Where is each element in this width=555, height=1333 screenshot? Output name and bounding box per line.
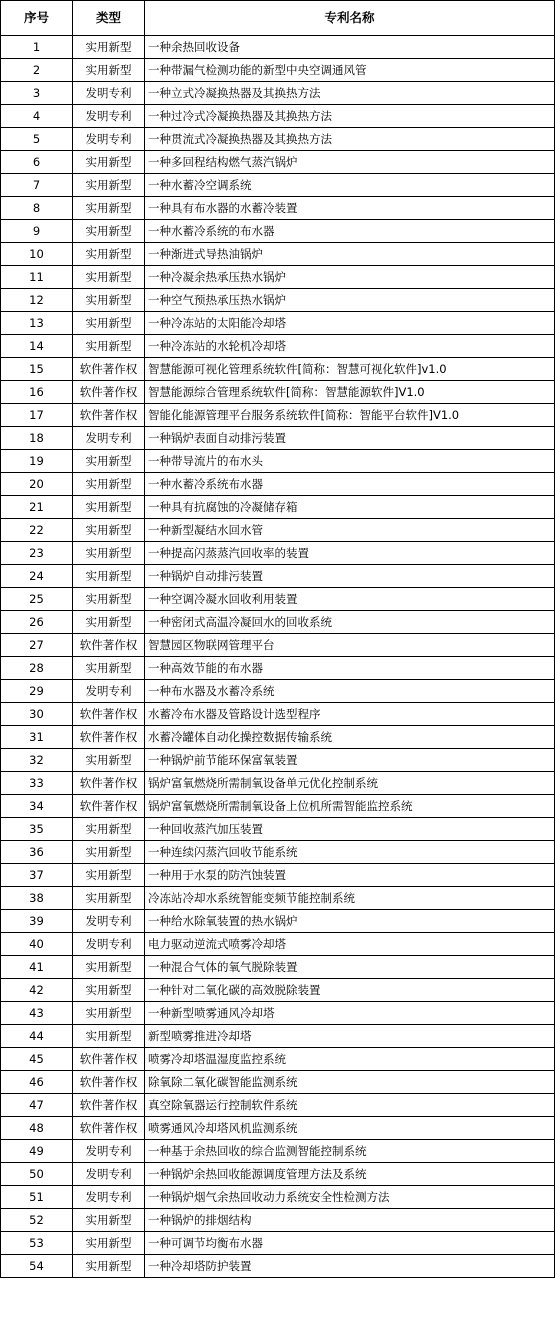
type-cell: 实用新型: [73, 174, 145, 197]
type-cell: 实用新型: [73, 519, 145, 542]
type-cell: 实用新型: [73, 1002, 145, 1025]
table-row: [1, 841, 555, 864]
patent-name-cell: 一种提高闪蒸蒸汽回收率的装置: [145, 542, 555, 565]
patent-name-cell: 一种水蓄冷系统布水器: [145, 473, 555, 496]
table-row: [1, 634, 555, 657]
type-cell: 实用新型: [73, 611, 145, 634]
serial-number-cell: 49: [1, 1140, 73, 1163]
serial-number-cell: 35: [1, 818, 73, 841]
table-row: [1, 243, 555, 266]
table-row: [1, 795, 555, 818]
table-row: [1, 703, 555, 726]
patent-name-cell: 一种多回程结构燃气蒸汽锅炉: [145, 151, 555, 174]
type-cell: 实用新型: [73, 266, 145, 289]
patent-name-cell: 一种锅炉表面自动排污装置: [145, 427, 555, 450]
serial-number-cell: 48: [1, 1117, 73, 1140]
serial-number-cell: 43: [1, 1002, 73, 1025]
table-row: [1, 335, 555, 358]
type-cell: 实用新型: [73, 749, 145, 772]
serial-number-cell: 3: [1, 82, 73, 105]
patent-name-cell: 一种锅炉前节能环保富氧装置: [145, 749, 555, 772]
type-cell: 实用新型: [73, 1209, 145, 1232]
serial-number-cell: 52: [1, 1209, 73, 1232]
serial-number-cell: 18: [1, 427, 73, 450]
patent-name-cell: 一种锅炉的排烟结构: [145, 1209, 555, 1232]
patent-name-cell: 一种用于水泵的防汽蚀装置: [145, 864, 555, 887]
table-row: [1, 36, 555, 59]
table-row: [1, 979, 555, 1002]
type-cell: 实用新型: [73, 565, 145, 588]
table-row: [1, 1117, 555, 1140]
patent-name-cell: 一种水蓄冷系统的布水器: [145, 220, 555, 243]
table-row: [1, 289, 555, 312]
type-cell: 实用新型: [73, 887, 145, 910]
table-row: [1, 542, 555, 565]
patent-name-cell: 智慧能源综合管理系统软件[简称：智慧能源软件]V1.0: [145, 381, 555, 404]
type-cell: 实用新型: [73, 312, 145, 335]
table-body: [1, 36, 555, 1278]
table-row: [1, 1140, 555, 1163]
type-cell: 发明专利: [73, 1163, 145, 1186]
serial-number-cell: 32: [1, 749, 73, 772]
serial-number-cell: 29: [1, 680, 73, 703]
type-cell: 软件著作权: [73, 772, 145, 795]
table-row: [1, 404, 555, 427]
serial-number-cell: 47: [1, 1094, 73, 1117]
type-cell: 软件著作权: [73, 703, 145, 726]
serial-number-cell: 1: [1, 36, 73, 59]
table-row: [1, 381, 555, 404]
type-cell: 发明专利: [73, 1186, 145, 1209]
serial-number-cell: 23: [1, 542, 73, 565]
type-cell: 实用新型: [73, 59, 145, 82]
table-row: [1, 1163, 555, 1186]
serial-number-cell: 34: [1, 795, 73, 818]
type-cell: 实用新型: [73, 335, 145, 358]
type-cell: 实用新型: [73, 956, 145, 979]
type-cell: 实用新型: [73, 220, 145, 243]
type-cell: 发明专利: [73, 933, 145, 956]
serial-number-cell: 27: [1, 634, 73, 657]
type-cell: 实用新型: [73, 864, 145, 887]
table-row: [1, 680, 555, 703]
patent-name-cell: 智慧园区物联网管理平台: [145, 634, 555, 657]
serial-number-cell: 40: [1, 933, 73, 956]
patent-name-cell: 智慧能源可视化管理系统软件[简称：智慧可视化软件]v1.0: [145, 358, 555, 381]
table-row: [1, 519, 555, 542]
patent-name-cell: 一种冷冻站的太阳能冷却塔: [145, 312, 555, 335]
patent-name-cell: 喷雾通风冷却塔风机监测系统: [145, 1117, 555, 1140]
header-patent-name: 专利名称: [145, 1, 555, 36]
serial-number-cell: 42: [1, 979, 73, 1002]
patent-name-cell: 一种带导流片的布水头: [145, 450, 555, 473]
type-cell: 发明专利: [73, 128, 145, 151]
type-cell: 实用新型: [73, 473, 145, 496]
patent-name-cell: 一种过冷式冷凝换热器及其换热方法: [145, 105, 555, 128]
serial-number-cell: 45: [1, 1048, 73, 1071]
type-cell: 实用新型: [73, 197, 145, 220]
patent-name-cell: 一种锅炉自动排污装置: [145, 565, 555, 588]
patent-name-cell: 锅炉富氧燃烧所需制氧设备单元优化控制系统: [145, 772, 555, 795]
table-row: [1, 657, 555, 680]
patent-name-cell: 一种基于余热回收的综合监测智能控制系统: [145, 1140, 555, 1163]
table-header: [1, 1, 555, 36]
type-cell: 软件著作权: [73, 404, 145, 427]
table-row: [1, 266, 555, 289]
serial-number-cell: 24: [1, 565, 73, 588]
serial-number-cell: 38: [1, 887, 73, 910]
table-row: [1, 197, 555, 220]
table-row: [1, 82, 555, 105]
serial-number-cell: 21: [1, 496, 73, 519]
serial-number-cell: 8: [1, 197, 73, 220]
patent-name-cell: 冷冻站冷却水系统智能变频节能控制系统: [145, 887, 555, 910]
type-cell: 实用新型: [73, 36, 145, 59]
serial-number-cell: 15: [1, 358, 73, 381]
type-cell: 软件著作权: [73, 634, 145, 657]
serial-number-cell: 16: [1, 381, 73, 404]
patent-name-cell: 一种连续闪蒸汽回收节能系统: [145, 841, 555, 864]
type-cell: 实用新型: [73, 1255, 145, 1278]
table-row: [1, 128, 555, 151]
table-row: [1, 1094, 555, 1117]
type-cell: 实用新型: [73, 1232, 145, 1255]
table-row: [1, 910, 555, 933]
patent-name-cell: 一种余热回收设备: [145, 36, 555, 59]
table-row: [1, 496, 555, 519]
table-row: [1, 565, 555, 588]
patent-name-cell: 一种密闭式高温冷凝回水的回收系统: [145, 611, 555, 634]
serial-number-cell: 13: [1, 312, 73, 335]
serial-number-cell: 6: [1, 151, 73, 174]
patent-name-cell: 一种回收蒸汽加压装置: [145, 818, 555, 841]
type-cell: 实用新型: [73, 289, 145, 312]
serial-number-cell: 54: [1, 1255, 73, 1278]
patent-name-cell: 锅炉富氧燃烧所需制氧设备上位机所需智能监控系统: [145, 795, 555, 818]
serial-number-cell: 7: [1, 174, 73, 197]
patent-name-cell: 一种贯流式冷凝换热器及其换热方法: [145, 128, 555, 151]
serial-number-cell: 17: [1, 404, 73, 427]
patent-name-cell: 真空除氧器运行控制软件系统: [145, 1094, 555, 1117]
type-cell: 发明专利: [73, 680, 145, 703]
table-row: [1, 887, 555, 910]
type-cell: 软件著作权: [73, 726, 145, 749]
table-row: [1, 611, 555, 634]
serial-number-cell: 31: [1, 726, 73, 749]
serial-number-cell: 30: [1, 703, 73, 726]
serial-number-cell: 53: [1, 1232, 73, 1255]
table-row: [1, 1025, 555, 1048]
serial-number-cell: 12: [1, 289, 73, 312]
header-type: 类型: [73, 1, 145, 36]
type-cell: 发明专利: [73, 427, 145, 450]
type-cell: 实用新型: [73, 657, 145, 680]
table-row: [1, 726, 555, 749]
serial-number-cell: 25: [1, 588, 73, 611]
table-row: [1, 818, 555, 841]
table-row: [1, 933, 555, 956]
patent-name-cell: 水蓄冷罐体自动化操控数据传输系统: [145, 726, 555, 749]
patent-name-cell: 新型喷雾推进冷却塔: [145, 1025, 555, 1048]
patent-name-cell: 一种水蓄冷空调系统: [145, 174, 555, 197]
type-cell: 发明专利: [73, 910, 145, 933]
type-cell: 实用新型: [73, 542, 145, 565]
header-serial-number: 序号: [1, 1, 73, 36]
table-row: [1, 358, 555, 381]
serial-number-cell: 39: [1, 910, 73, 933]
table-row: [1, 956, 555, 979]
serial-number-cell: 10: [1, 243, 73, 266]
patent-name-cell: 一种混合气体的氧气脱除装置: [145, 956, 555, 979]
patent-name-cell: 一种冷凝余热承压热水锅炉: [145, 266, 555, 289]
serial-number-cell: 50: [1, 1163, 73, 1186]
patent-name-cell: 一种高效节能的布水器: [145, 657, 555, 680]
serial-number-cell: 5: [1, 128, 73, 151]
patent-name-cell: 除氧除二氧化碳智能监测系统: [145, 1071, 555, 1094]
serial-number-cell: 46: [1, 1071, 73, 1094]
table-row: [1, 1255, 555, 1278]
table-row: [1, 772, 555, 795]
serial-number-cell: 51: [1, 1186, 73, 1209]
patent-name-cell: 一种具有布水器的水蓄冷装置: [145, 197, 555, 220]
type-cell: 发明专利: [73, 105, 145, 128]
type-cell: 软件著作权: [73, 1071, 145, 1094]
type-cell: 实用新型: [73, 151, 145, 174]
patent-name-cell: 一种渐进式导热油锅炉: [145, 243, 555, 266]
table-row: [1, 450, 555, 473]
patent-name-cell: 一种新型凝结水回水管: [145, 519, 555, 542]
patent-name-cell: 水蓄冷布水器及管路设计选型程序: [145, 703, 555, 726]
type-cell: 发明专利: [73, 1140, 145, 1163]
serial-number-cell: 2: [1, 59, 73, 82]
serial-number-cell: 4: [1, 105, 73, 128]
serial-number-cell: 44: [1, 1025, 73, 1048]
patent-name-cell: 一种空气预热承压热水锅炉: [145, 289, 555, 312]
serial-number-cell: 11: [1, 266, 73, 289]
type-cell: 实用新型: [73, 818, 145, 841]
type-cell: 软件著作权: [73, 1094, 145, 1117]
type-cell: 实用新型: [73, 1025, 145, 1048]
serial-number-cell: 37: [1, 864, 73, 887]
header-row: [1, 1, 555, 36]
serial-number-cell: 28: [1, 657, 73, 680]
patent-name-cell: 一种立式冷凝换热器及其换热方法: [145, 82, 555, 105]
serial-number-cell: 33: [1, 772, 73, 795]
type-cell: 软件著作权: [73, 381, 145, 404]
table-row: [1, 473, 555, 496]
table-row: [1, 1071, 555, 1094]
table-row: [1, 1186, 555, 1209]
type-cell: 软件著作权: [73, 1048, 145, 1071]
table-row: [1, 151, 555, 174]
table-row: [1, 105, 555, 128]
patent-name-cell: 一种冷却塔防护装置: [145, 1255, 555, 1278]
patent-name-cell: 一种可调节均衡布水器: [145, 1232, 555, 1255]
type-cell: 实用新型: [73, 496, 145, 519]
table-row: [1, 1002, 555, 1025]
serial-number-cell: 36: [1, 841, 73, 864]
patent-name-cell: 一种布水器及水蓄冷系统: [145, 680, 555, 703]
table-row: [1, 427, 555, 450]
table-row: [1, 220, 555, 243]
serial-number-cell: 22: [1, 519, 73, 542]
table-row: [1, 1209, 555, 1232]
patent-name-cell: 一种锅炉余热回收能源调度管理方法及系统: [145, 1163, 555, 1186]
type-cell: 软件著作权: [73, 358, 145, 381]
type-cell: 软件著作权: [73, 795, 145, 818]
serial-number-cell: 20: [1, 473, 73, 496]
table-row: [1, 312, 555, 335]
serial-number-cell: 9: [1, 220, 73, 243]
type-cell: 实用新型: [73, 841, 145, 864]
patent-name-cell: 一种冷冻站的水轮机冷却塔: [145, 335, 555, 358]
patent-name-cell: 喷雾冷却塔温湿度监控系统: [145, 1048, 555, 1071]
patent-name-cell: 智能化能源管理平台服务系统软件[简称：智能平台软件]V1.0: [145, 404, 555, 427]
patent-name-cell: 一种针对二氧化碳的高效脱除装置: [145, 979, 555, 1002]
type-cell: 软件著作权: [73, 1117, 145, 1140]
patent-name-cell: 一种给水除氧装置的热水锅炉: [145, 910, 555, 933]
table-row: [1, 864, 555, 887]
table-row: [1, 749, 555, 772]
patent-name-cell: 一种带漏气检测功能的新型中央空调通风管: [145, 59, 555, 82]
table-row: [1, 1048, 555, 1071]
patent-name-cell: 一种锅炉烟气余热回收动力系统安全性检测方法: [145, 1186, 555, 1209]
table-row: [1, 588, 555, 611]
serial-number-cell: 14: [1, 335, 73, 358]
patent-name-cell: 一种新型喷雾通风冷却塔: [145, 1002, 555, 1025]
type-cell: 实用新型: [73, 588, 145, 611]
patent-name-cell: 电力驱动逆流式喷雾冷却塔: [145, 933, 555, 956]
type-cell: 实用新型: [73, 243, 145, 266]
serial-number-cell: 41: [1, 956, 73, 979]
patent-name-cell: 一种空调冷凝水回收利用装置: [145, 588, 555, 611]
type-cell: 实用新型: [73, 450, 145, 473]
table-row: [1, 59, 555, 82]
serial-number-cell: 19: [1, 450, 73, 473]
serial-number-cell: 26: [1, 611, 73, 634]
table-row: [1, 1232, 555, 1255]
table-row: [1, 174, 555, 197]
type-cell: 发明专利: [73, 82, 145, 105]
patent-name-cell: 一种具有抗腐蚀的冷凝储存箱: [145, 496, 555, 519]
type-cell: 实用新型: [73, 979, 145, 1002]
